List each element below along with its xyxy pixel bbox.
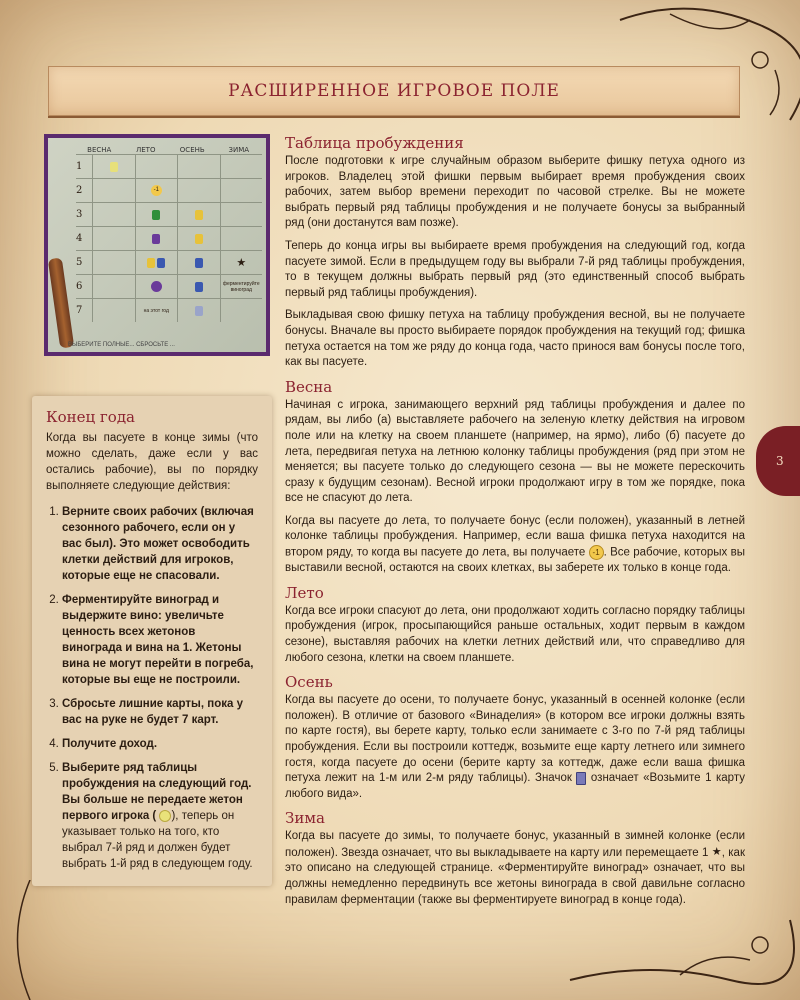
step-text-close: ), [171,810,179,822]
paragraph-part: , как это описано на следующей странице. «Ферментируйте виноград» означает, что вы должны немедленно передвинуть все жетоны винограда в свой давильне согласно правилам ферментации (также вы ферментируете виноград в конце года). [285,846,745,906]
page-number: 3 [776,454,784,468]
board-row [76,250,262,274]
paragraph [285,693,745,802]
row-number: 1 [76,161,83,172]
board-row [76,154,262,178]
paragraph: Выкладывая свою фишку петуха на таблицу пробуждения весной, вы не получаете бонусы. Вначале вы просто выбираете порядок пробуждения на текущий год; фишка петуха остается на том же ряду до конца года, часто принося вам бонусы после того, как вы пасуете. [285,309,745,369]
page-title-banner [48,66,740,116]
first-player-token-icon [159,810,171,822]
any-card-icon [576,772,586,785]
section-summer [285,584,745,666]
paragraph: Когда все игроки спасуют до лета, они продолжают ходить согласно порядку таблицы пробуждения (игрок, просыпающийся раньше остальных, ходит первым в каждом сезоне), выставляя рабочих на клетки летних действий или, что справедливо для любого сезона, клетки на своем планшете. [285,604,745,664]
paragraph: После подготовки к игре случайным образом выберите фишку петуха одного из игроков. Владелец этой фишки первым выбирает время пробуждения своих рабочих, затем выбор времени переходит по часовой стрелке. Вы не можете выбрать первый ряд таблицы пробуждения и не получаете бонусы за выбранный ряд (они достанутся вам позже). [285,155,745,230]
coin-token: -1 [151,185,162,196]
step-text: Верните своих рабочих (включая сезонного рабочего, если он у вас был). Это может освободить клетки действий для игроков, которые еще не спасовали. [62,506,254,582]
step-text: Выберите ряд таблицы пробуждения на следующий год. Вы больше не передаете жетон первого игрока ( [62,762,252,822]
cell [220,275,263,298]
section-spring [285,378,745,577]
col-autumn: ОСЕНЬ [179,146,205,154]
row-number: 7 [76,305,83,316]
board-surface [48,138,266,352]
list-item [62,736,258,752]
board-header [76,146,262,154]
wake-up-board-image [44,134,270,356]
col-summer: ЛЕТО [136,146,156,154]
board-row [76,202,262,226]
sidebar-intro: Когда вы пасуете в конце зимы (что можно сделать, даже если у вас остались рабочие), вы по порядку выполняете следующие действия: [46,432,258,492]
cell [92,251,135,274]
cell [92,203,135,226]
board-row [76,178,262,202]
paragraph: Теперь до конца игры вы выбираете время пробуждения на следующий год, когда пасуете зимой. Если в предыдущем году вы выбрали 7-й ряд таблицы пробуждения, то в текущем должны выбрать первый ряд (это единственный способ выбрать первый ряд таблицы пробуждения). [285,239,745,299]
cell [135,203,178,226]
ferment-label: ферментируйте виноград [222,280,260,293]
step-text: Сбросьте лишние карты, пока у вас на руке не будет 7 карт. [62,698,243,726]
paragraph [285,514,745,577]
left-flourish [0,880,40,1000]
card-yellow [195,210,203,220]
section-wake-up-table [285,134,745,371]
step-text-rest: теперь он указывает только на того, кто выбрал 7-й ряд и должен будет выбрать 1-й ряд в следующем году. [62,810,253,870]
section-heading: Зима [285,809,325,828]
cell [220,179,263,202]
cell [220,299,263,322]
paragraph-part: Когда вы пасуете до осени, то получаете бонус, указанный в осенней колонке (если положен). В отличие от базового «Винаделия» (в котором все игроки должны взять по карте гостя), вы берете карту, только если занимаете с 3-го по 7-й ряд таблицы пробуждения. Если вы построили коттедж, возьмите еще карту летнего или зимнего гостя, когда пасуете до осени (берите карту за коттедж, даже если ваша фишка петуха лежит на 1-м или 2-м ряду таблицы). Значок [285,694,745,785]
card-yellow [195,234,203,244]
cell [177,251,220,274]
paragraph: Начиная с игрока, занимающего верхний ряд таблицы пробуждения и далее по рядам, вы либо (а) выставляете рабочего на зеленую клетку действия на игровом поле или на клетку на своем планшете (например, на ярмо), либо (б) пасуете до лета, передвигая петуха на летнюю колонку таблицы пробуждения (ряд при этом не меняется; вы пасуете только до следующего сезона — вы не можете перескочить сразу к будущим сезонам). Весной игроки продолжают игру в том же порядке, пока все не спасуют до лета. [285,398,745,505]
cell [220,155,263,178]
cell [92,275,135,298]
cell [177,275,220,298]
sidebar-heading: Конец года [46,408,135,426]
page-title: РАСШИРЕННОЕ ИГРОВОЕ ПОЛЕ [228,81,560,101]
board-row [76,298,262,322]
paragraph-part: Когда вы пасуете до зимы, то получаете бонус, указанный в зимней колонке (если положен). Звезда означает, что вы выкладываете на карту или перемещаете 1 [285,830,745,859]
row-number: 4 [76,233,83,244]
cell [135,155,178,178]
paragraph-part: означает «Возьмите 1 карту любого вида». [285,772,745,800]
section-heading: Осень [285,673,333,692]
list-item [62,592,258,688]
sidebar-steps [46,504,258,872]
cell [177,227,220,250]
star-icon: ★ [711,845,722,858]
row-number: 2 [76,185,83,196]
cell [92,179,135,202]
paragraph [285,829,745,908]
cell [177,179,220,202]
row-number: 5 [76,257,83,268]
card-blue [157,258,165,268]
cell [220,203,263,226]
paragraph-part: . Все рабочие, которых вы выставили весной, остаются на своих клетках, вы заберете их только в конце года. [285,546,745,575]
cell [135,251,178,274]
cell [220,251,263,274]
section-heading: Весна [285,377,333,396]
cell [135,179,178,202]
main-column [285,134,745,915]
cell [92,155,135,178]
cell [92,227,135,250]
card-yellow [147,258,155,268]
cell [177,299,220,322]
cell [220,227,263,250]
card-blue [195,282,203,292]
paragraph-part: Когда вы пасуете до лета, то получаете бонус (если положен), указанный в летней колонке таблицы пробуждения. Например, если ваша фишка петуха находится на втором ряду, то когда вы пасуете до лета, вы получаете [285,514,745,559]
star-icon: ★ [236,257,247,269]
section-autumn [285,673,745,802]
card-purple [152,234,160,244]
step-text: Ферментируйте виноград и выдержите вино: увеличьте ценность всех жетонов винограда и вина на 1. Жетоны вина не могут перейти в погреба, которые вы еще не построили. [62,594,254,686]
grape-chip [110,162,118,172]
step-text: Получите доход. [62,738,158,750]
card-green [152,210,160,220]
row-number: 6 [76,281,83,292]
board-row [76,274,262,298]
cell [135,227,178,250]
col-winter: ЗИМА [228,146,250,154]
cell [92,299,135,322]
board-grid [76,146,262,332]
page-number-tab [756,426,800,496]
card-blue [195,258,203,268]
card-any [195,306,203,316]
row-number: 3 [76,209,83,220]
end-of-year-sidebar [32,396,272,886]
coin-bonus-icon: -1 [589,545,604,560]
section-heading: Таблица пробуждения [285,134,464,152]
cell [177,203,220,226]
board-footer-text: ВЫБЕРИТЕ ПОЛНЫЕ... СБРОСЬТЕ ... [68,342,175,348]
section-winter [285,809,745,908]
vp-token [151,281,162,292]
cell [177,155,220,178]
list-item [62,696,258,728]
list-item [62,504,258,584]
col-spring: ВЕСНА [87,146,112,154]
this-year-label: на этот год [143,307,169,314]
cell [135,299,178,322]
board-row [76,226,262,250]
cell [135,275,178,298]
list-item [62,760,258,872]
section-heading: Лето [285,583,324,602]
quill-pen [48,257,74,348]
